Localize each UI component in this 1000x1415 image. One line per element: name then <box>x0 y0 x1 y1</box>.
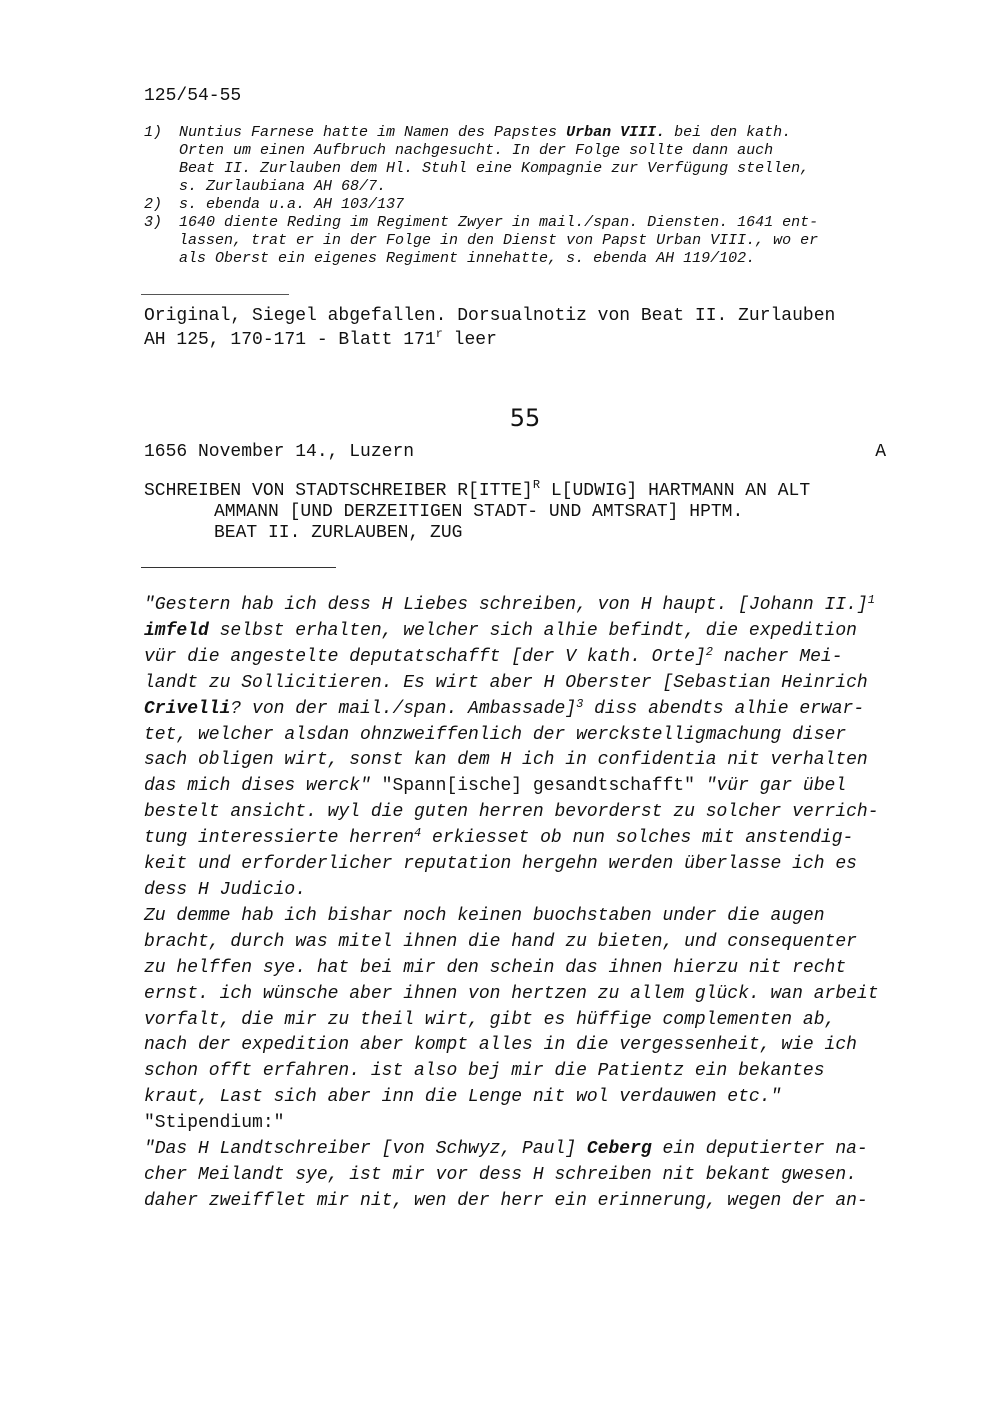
footnote-text: Nuntius Farnese hatte im Namen des Papstes Urban VIII. bei den kath. Orten um einen Aufbruch nachgesucht. In der Folge sollte dann auch Beat II. Zurlauben dem Hl. Stuhl eine Kompagnie zur Verfügung stellen, s. Zurlaubiana AH 68/7. <box>179 124 810 195</box>
body-line: ernst. ich wünsche aber ihnen von hertzen zu allem glück. wan arbeit <box>144 983 879 1004</box>
body-line: Zu demme hab ich bishar noch keinen buochstaben under die augen <box>144 905 825 926</box>
body-line: tung interessierte herren$^4$ erkiesset ob nun solches mit anstendig- <box>144 826 854 849</box>
footnote <box>144 214 914 268</box>
body-line: cher Meilandt sye, ist mir vor dess H schreiben nit bekant gwesen. <box>144 1164 857 1185</box>
footnote-text: s. ebenda u.a. AH 103/137 <box>179 196 405 213</box>
body-line: vür die angestelte deputatschafft [der V kath. Orte]$^2$ nacher Mei- <box>144 644 843 667</box>
body-line: "Das H Landtschreiber [von Schwyz, Paul] Ceberg ein deputierter na- <box>144 1139 868 1160</box>
title-divider <box>141 567 336 568</box>
letter-body <box>144 593 914 1215</box>
document-title <box>144 478 914 544</box>
body-line: nach der expedition aber kompt alles in die vergessenheit, wie ich <box>144 1035 857 1056</box>
date-place: 1656 November 14., Luzern <box>144 442 415 462</box>
body-line: tet, welcher alsdan ohnzweiffenlich der werckstelligmachung diser <box>144 724 847 745</box>
body-line: zu helffen sye. hat bei mir den schein das ihnen hierzu nit recht <box>144 957 847 978</box>
title-line-2: AMMANN [UND DERZEITIGEN STADT- UND AMTSRAT] HPTM. <box>214 502 744 522</box>
footnote-number: 2) <box>144 196 163 213</box>
footnote <box>144 196 914 214</box>
body-line: kraut, Last sich aber inn die Lenge nit wol verdauwen etc." <box>144 1087 782 1108</box>
body-line: vorfalt, die mir zu theil wirt, gibt es hüffige complementen ab, <box>144 1009 836 1030</box>
footnote <box>144 124 914 196</box>
footnote-number: 1) <box>144 124 163 141</box>
date-place-line <box>144 442 886 462</box>
title-line-1: SCHREIBEN VON STADTSCHREIBER R[ITTE]$^R$ L[UDWIG] HARTMANN AN ALT <box>144 478 811 501</box>
body-line: keit und erforderlicher reputation hergehn werden überlasse ich es <box>144 854 857 875</box>
body-line: "Stipendium:" <box>144 1113 285 1134</box>
body-line: bracht, durch was mitel ihnen die hand zu bieten, und consequenter <box>144 931 857 952</box>
source-line-2: AH 125, 170-171 - Blatt 171$^r$ leer <box>144 327 497 350</box>
body-line: sach obligen wirt, sonst kan dem H ich in confidentia nit verhalten <box>144 750 868 771</box>
footnotes <box>144 124 914 268</box>
footnote-text: 1640 diente Reding im Regiment Zwyer in mail./span. Diensten. 1641 ent- lassen, trat er in der Folge in den Dienst von Papst Urban VIII., wo er als Oberst ein eigenes Regiment innehatte, s. ebenda AH 119/102. <box>179 214 819 267</box>
page-reference: 125/54-55 <box>144 86 242 106</box>
source-line-1: Original, Siegel abgefallen. Dorsualnotiz von Beat II. Zurlauben <box>144 306 836 326</box>
document-number: 55 <box>509 404 541 432</box>
body-line: Crivelli? von der mail./span. Ambassade]$^3$ diss abendts alhie erwar- <box>144 696 865 719</box>
body-line: daher zweifflet mir nit, wen der herr ein erinnerung, wegen der an- <box>144 1190 868 1211</box>
body-line: landt zu Sollicitieren. Es wirt aber H Oberster [Sebastian Heinrich <box>144 672 868 693</box>
body-line: das mich dises werck" "Spann[ische] gesandtschafft" "vür gar übel <box>144 776 847 797</box>
body-line: dess H Judicio. <box>144 879 307 900</box>
body-line: bestelt ansicht. wyl die guten herren bevorderst zu solcher verrich- <box>144 802 879 823</box>
body-line: "Gestern hab ich dess H Liebes schreiben, von H haupt. [Johann II.]$^1$ <box>144 593 875 615</box>
body-line: schon offt erfahren. ist also bej mir die Patientz ein bekantes <box>144 1061 825 1082</box>
body-line: imfeld selbst erhalten, welcher sich alhie befindt, die expedition <box>144 620 857 641</box>
footnote-number: 3) <box>144 214 163 231</box>
title-line-3: BEAT II. ZURLAUBEN, ZUG <box>214 523 463 543</box>
footnote-divider <box>141 294 289 295</box>
document-type: A <box>875 442 886 462</box>
source-note <box>144 304 924 352</box>
